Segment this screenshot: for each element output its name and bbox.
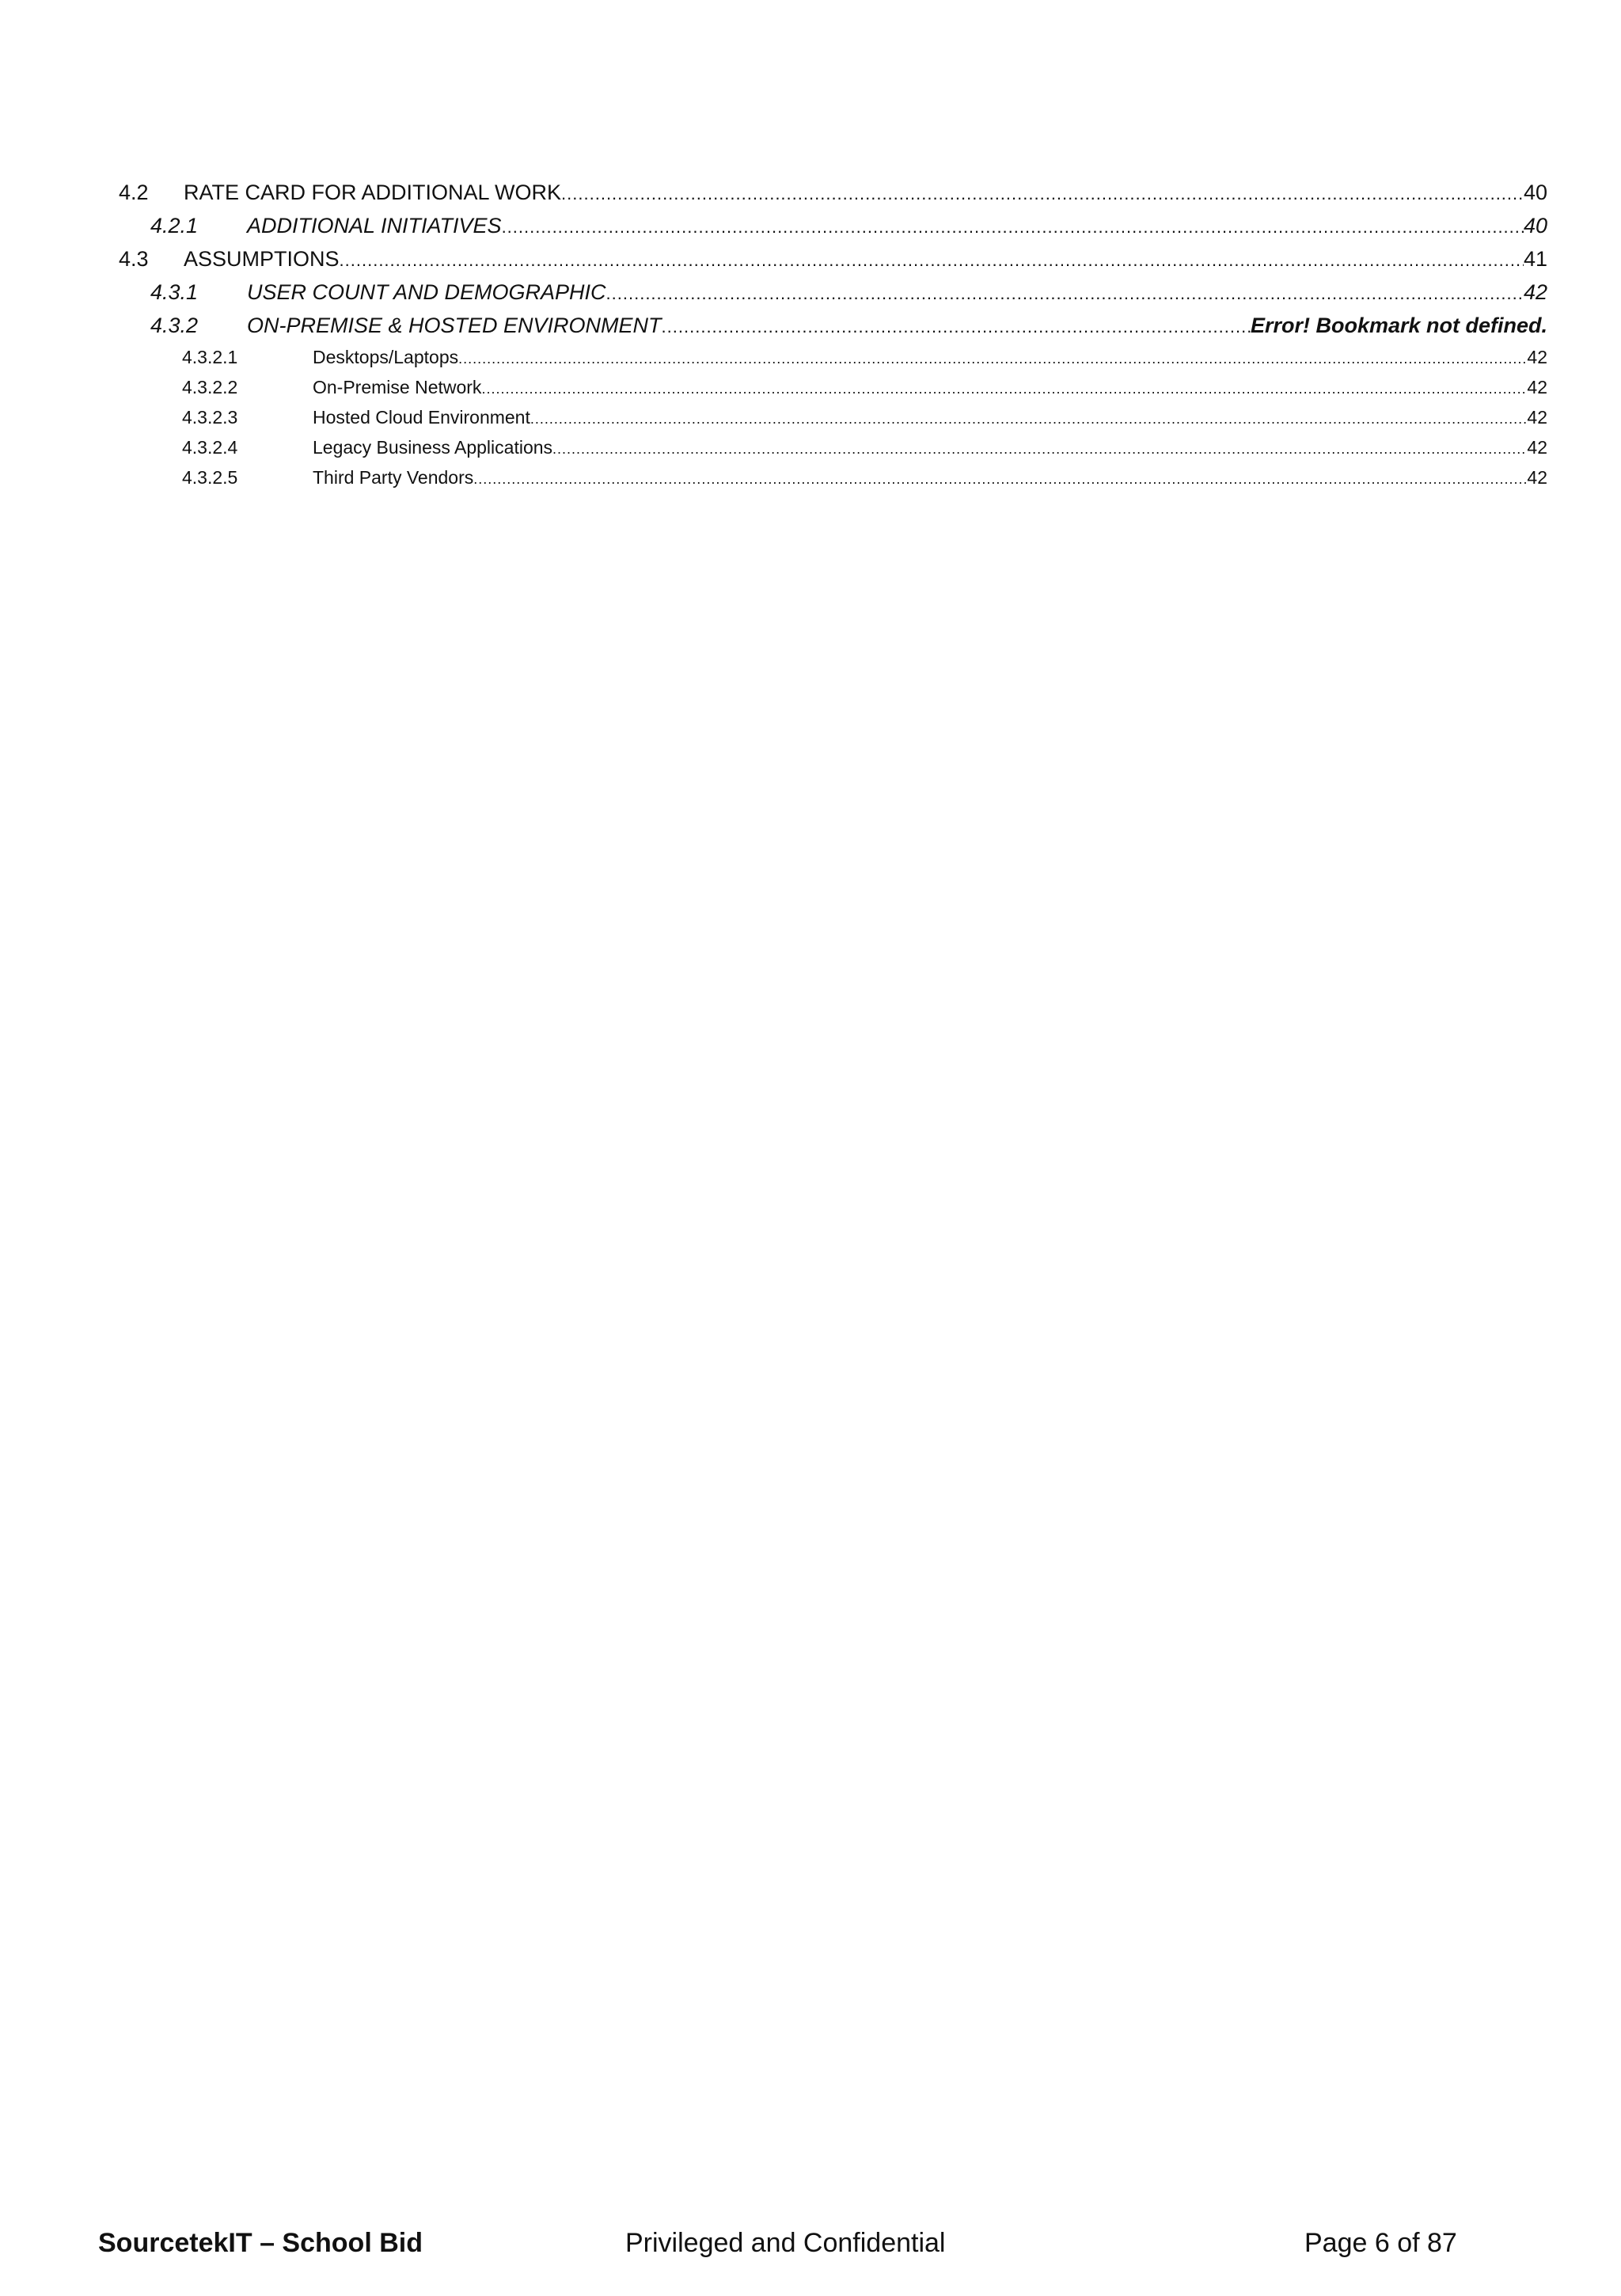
toc-entry-4-2-1[interactable]: [119, 209, 1547, 242]
toc-entry-title: Third Party Vendors: [313, 467, 474, 488]
toc-entry-page: 42: [1527, 407, 1547, 428]
toc-entry-4-2[interactable]: [119, 176, 1547, 209]
toc-dot-leader: [473, 464, 1527, 492]
toc-dot-leader: [458, 344, 1527, 372]
toc-entry-title: On-Premise Network: [313, 377, 482, 397]
footer-page-number: Page 6 of 87: [1304, 2228, 1457, 2258]
toc-entry-page: 42: [1527, 377, 1547, 397]
toc-dot-leader: [662, 310, 1251, 342]
footer-confidentiality-notice: Privileged and Confidential: [625, 2228, 946, 2258]
toc-entry-number: 4.3.2.4: [182, 437, 238, 458]
toc-entry-4-3-2-2[interactable]: [119, 372, 1547, 402]
toc-entry-4-3-2[interactable]: [119, 309, 1547, 342]
toc-dot-leader: [530, 404, 1528, 432]
toc-entry-4-3-2-1[interactable]: [119, 342, 1547, 372]
footer-document-title: SourcetekIT – School Bid: [98, 2228, 423, 2258]
toc-dot-leader: [552, 434, 1527, 462]
toc-entry-4-3-2-5[interactable]: [119, 462, 1547, 492]
toc-entry-4-3-1[interactable]: [119, 276, 1547, 309]
toc-entry-page: 42: [1527, 347, 1547, 367]
toc-entry-page: 42: [1527, 467, 1547, 488]
toc-entry-page: 42: [1527, 437, 1547, 458]
toc-entry-title: Desktops/Laptops: [313, 347, 459, 367]
toc-entry-page: 40: [1523, 214, 1547, 238]
toc-dot-leader: [502, 211, 1524, 242]
toc-entry-4-3-2-4[interactable]: [119, 432, 1547, 462]
toc-entry-title: ADDITIONAL INITIATIVES: [247, 214, 502, 238]
toc-entry-number: 4.2.1: [150, 214, 199, 238]
toc-dot-leader: [481, 374, 1527, 402]
toc-dot-leader: [340, 244, 1524, 276]
toc-entry-title: ON-PREMISE & HOSTED ENVIRONMENT: [247, 314, 662, 337]
toc-entry-number: 4.3.2.1: [182, 347, 238, 367]
toc-entry-number: 4.3.2.5: [182, 467, 238, 488]
toc-dot-leader: [561, 177, 1524, 209]
toc-entry-4-3[interactable]: [119, 242, 1547, 276]
toc-entry-title: RATE CARD FOR ADDITIONAL WORK: [184, 181, 562, 204]
toc-entry-number: 4.2: [119, 181, 149, 204]
toc-entry-title: ASSUMPTIONS: [184, 247, 340, 271]
toc-bookmark-error: Error! Bookmark not defined.: [1250, 314, 1547, 337]
toc-dot-leader: [606, 277, 1524, 309]
toc-entry-number: 4.3.2.3: [182, 407, 238, 428]
toc-entry-title: USER COUNT AND DEMOGRAPHIC: [247, 280, 606, 304]
toc-entry-title: Legacy Business Applications: [313, 437, 553, 458]
toc-entry-page: 41: [1523, 247, 1547, 271]
table-of-contents: [119, 176, 1547, 492]
toc-entry-number: 4.3.2.2: [182, 377, 238, 397]
toc-entry-number: 4.3.2: [150, 314, 199, 337]
toc-entry-page: 42: [1523, 280, 1547, 304]
toc-entry-4-3-2-3[interactable]: [119, 402, 1547, 432]
toc-entry-title: Hosted Cloud Environment: [313, 407, 530, 428]
page-footer: [0, 2223, 1621, 2263]
toc-entry-page: 40: [1523, 181, 1547, 204]
toc-entry-number: 4.3: [119, 247, 149, 271]
toc-entry-number: 4.3.1: [150, 280, 199, 304]
